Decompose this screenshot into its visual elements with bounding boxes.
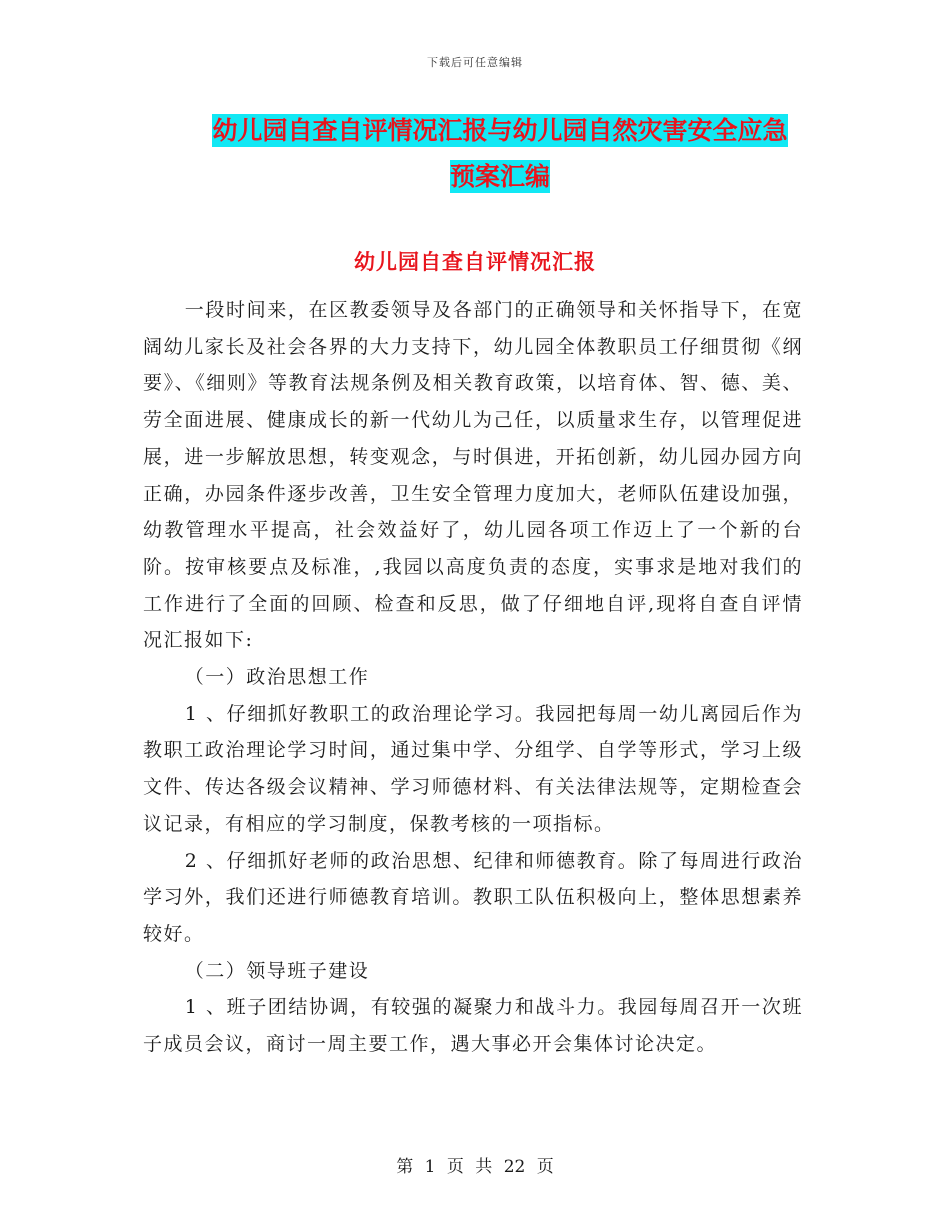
paragraph-leadership-team: 1 、班子团结协调，有较强的凝聚力和战斗力。我园每周召开一次班子成员会议，商讨一周主要工作，遇大事必开会集体讨论决定。 <box>143 996 803 1056</box>
paragraph-intro: 一段时间来，在区教委领导及各部门的正确领导和关怀指导下，在宽阔幼儿家长及社会各界的大力支持下，幼儿园全体教职员工仔细贯彻《纲要》、《细则》等教育法规条例及相关教育政策，以培育体、智、德、美、劳全面进展、健康成长的新一代幼儿为己任，以质量求生存，以管理促进展，进一步解放思想，转变观念，与时俱进，开拓创新，幼儿园办园方向正确，办园条件逐步改善，卫生安全管理力度加大，老师队伍建设加强，幼教管理水平提高，社会效益好了，幼儿园各项工作迈上了一个新的台阶。按审核要点及标准，,我园以高度负责的态度，实事求是地对我们的工作进行了全面的回顾、检查和反思，做了仔细地自评,现将自查自评情况汇报如下: <box>143 299 803 652</box>
document-title-line-2: 预案汇编 <box>449 162 550 191</box>
subheading-leadership: （二）领导班子建设 <box>184 959 370 982</box>
paragraph-ethics-education: 2 、仔细抓好老师的政治思想、纪律和师德教育。除了每周进行政治学习外，我们还进行师德教育培训。教职工队伍积极向上，整体思想素养较好。 <box>143 849 803 945</box>
paragraph-political-study: 1 、仔细抓好教职工的政治理论学习。我园把每周一幼儿离园后作为教职工政治理论学习时间，通过集中学、分组学、自学等形式，学习上级文件、传达各级会议精神、学习师德材料、有关法律法规等，定期检查会议记录，有相应的学习制度，保教考核的一项指标。 <box>143 702 803 835</box>
page-footer: 第 1 页 共 22 页 <box>396 1157 554 1177</box>
subheading-political-work: （一）政治思想工作 <box>184 666 370 689</box>
section-title: 幼儿园自查自评情况汇报 <box>354 250 596 274</box>
document-title-line-1: 幼儿园自查自评情况汇报与幼儿园自然灾害安全应急 <box>212 116 788 145</box>
body-text <box>143 292 803 1063</box>
header-note: 下载后可任意编辑 <box>427 56 523 69</box>
document-title <box>140 108 860 200</box>
